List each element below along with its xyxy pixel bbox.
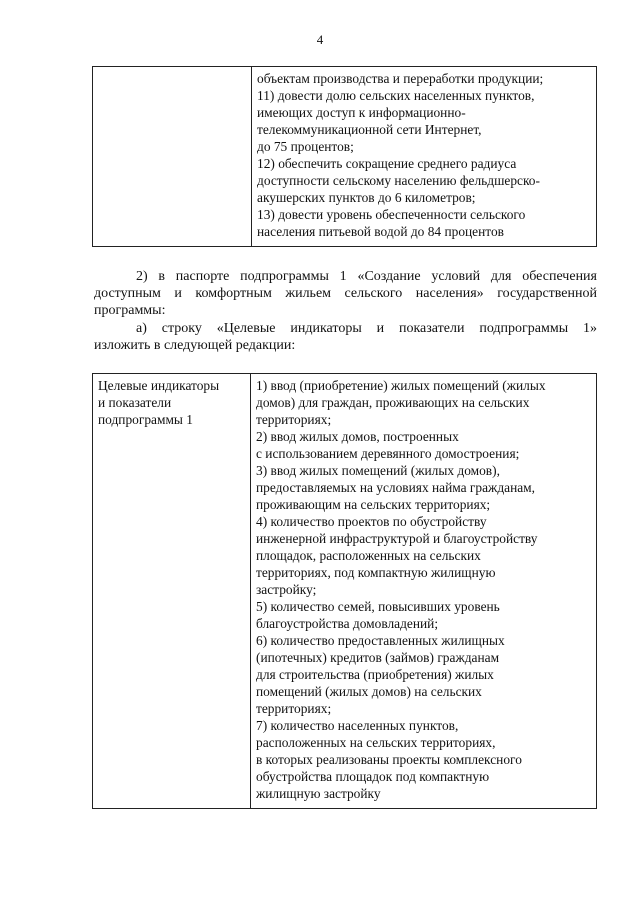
table2-line: помещений (жилых домов) на сельских [256, 684, 482, 699]
table2-line: жилищную застройку [256, 786, 381, 801]
table2-line: инженерной инфраструктурой и благоустройству [256, 531, 538, 546]
table1-line: 12) обеспечить сокращение среднего радиуса [257, 156, 517, 171]
table1-line: 13) довести уровень обеспеченности сельского [257, 207, 526, 222]
paragraph-passport-subprogram [94, 268, 597, 319]
table2-line: предоставляемых на условиях найма гражданам, [256, 480, 535, 495]
table1-left-cell [93, 67, 252, 247]
paragraph-line: изложить в следующей редакции: [94, 338, 296, 353]
indicators-table [92, 373, 597, 809]
table2-line: 4) количество проектов по обустройству [256, 514, 487, 529]
table2-line: 6) количество предоставленных жилищных [256, 633, 505, 648]
table2-left-line: Целевые индикаторы [98, 378, 220, 393]
table2-line: расположенных на сельских территориях, [256, 735, 496, 750]
table2-line: застройку; [256, 582, 317, 597]
table2-line: (ипотечных) кредитов (займов) гражданам [256, 650, 500, 665]
paragraph-line: доступным и комфортным жильем сельского населения» государственной [94, 286, 597, 301]
table2-line: территориях, под компактную жилищную [256, 565, 496, 580]
paragraph-line: программы: [94, 303, 166, 318]
table2-line: с использованием деревянного домостроения; [256, 446, 520, 461]
paragraph-line: 2) в паспорте подпрограммы 1 «Создание условий для обеспечения [136, 269, 597, 284]
table2-line: благоустройства домовладений; [256, 616, 439, 631]
table2-left-line: подпрограммы 1 [98, 412, 193, 427]
paragraph-line: а) строку «Целевые индикаторы и показатели подпрограммы 1» [136, 321, 597, 336]
table2-line: территориях; [256, 412, 332, 427]
table1-line: до 75 процентов; [257, 139, 354, 154]
table1-line: акушерских пунктов до 6 километров; [257, 190, 476, 205]
table2-line: 7) количество населенных пунктов, [256, 718, 459, 733]
table2-line: для строительства (приобретения) жилых [256, 667, 494, 682]
table2-line: домов) для граждан, проживающих на сельских [256, 395, 530, 410]
page-number: 4 [316, 32, 324, 47]
table1-right-cell [252, 67, 597, 247]
table1-line: 11) довести долю сельских населенных пунктов, [257, 88, 535, 103]
table2-line: в которых реализованы проекты комплексного [256, 752, 522, 767]
table2-line: 5) количество семей, повысивших уровень [256, 599, 500, 614]
table2-line: площадок, расположенных на сельских [256, 548, 481, 563]
table1-line: доступности сельскому населению фельдшерско- [257, 173, 540, 188]
table2-line: проживающим на сельских территориях; [256, 497, 491, 512]
table2-left-cell [93, 374, 251, 809]
table2-line: 3) ввод жилых помещений (жилых домов), [256, 463, 500, 478]
paragraph-amend-row [94, 320, 597, 354]
table1-line: населения питьевой водой до 84 процентов [257, 224, 504, 239]
table2-right-cell [251, 374, 597, 809]
table1-line: объектам производства и переработки продукции; [257, 71, 544, 86]
table2-line: 1) ввод (приобретение) жилых помещений (жилых [256, 378, 546, 393]
table1-line: имеющих доступ к информационно- [257, 105, 466, 120]
table2-left-line: и показатели [98, 395, 172, 410]
table1-line: телекоммуникационной сети Интернет, [257, 122, 482, 137]
table2-line: территориях; [256, 701, 332, 716]
continuation-table [92, 66, 597, 247]
table2-line: 2) ввод жилых домов, построенных [256, 429, 459, 444]
table2-line: обустройства площадок под компактную [256, 769, 490, 784]
